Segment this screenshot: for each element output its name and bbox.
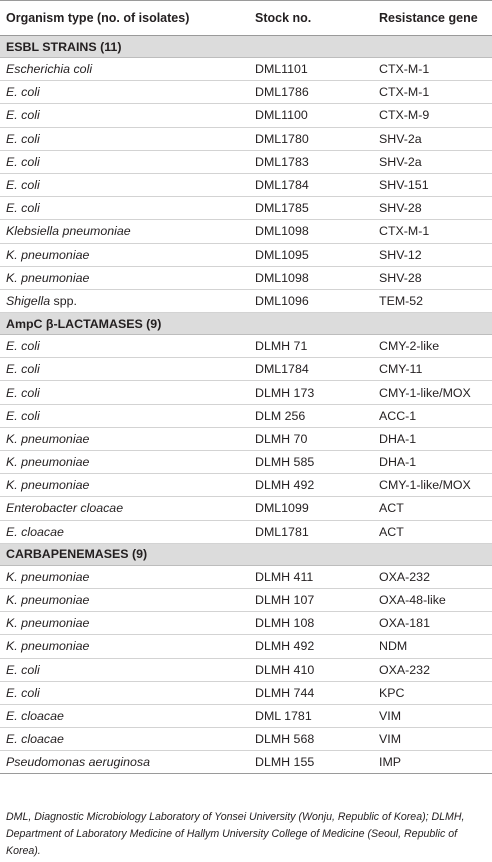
organism-name: E. coli — [6, 685, 40, 700]
stock-cell: DML1096 — [255, 293, 309, 308]
header-gene: Resistance gene — [379, 11, 478, 25]
organism-name: E. coli — [6, 178, 40, 193]
organism-cell — [0, 339, 255, 353]
table-header — [0, 0, 492, 36]
stock-cell: DML 1781 — [255, 708, 312, 723]
table-row — [0, 751, 492, 774]
organism-name: E. coli — [6, 408, 40, 423]
stock-cell: DLMH 410 — [255, 662, 315, 677]
organism-cell — [0, 663, 255, 677]
gene-cell: SHV-28 — [379, 201, 422, 216]
organism-cell — [0, 132, 255, 146]
table-row — [0, 474, 492, 497]
gene-cell: VIM — [379, 708, 402, 723]
organism-name: E. coli — [6, 201, 40, 216]
gene-cell: SHV-28 — [379, 270, 422, 285]
gene-cell: OXA-232 — [379, 569, 430, 584]
organism-cell — [0, 62, 255, 76]
table-row — [0, 220, 492, 243]
table-row — [0, 451, 492, 474]
table-row — [0, 705, 492, 728]
stock-cell: DLMH 568 — [255, 732, 315, 747]
organism-name: K. pneumoniae — [6, 431, 90, 446]
table-row — [0, 58, 492, 81]
gene-cell: ACT — [379, 524, 404, 539]
organism-name: E. coli — [6, 108, 40, 123]
organism-cell — [0, 224, 255, 238]
organism-name: E. coli — [6, 662, 40, 677]
organism-name: Escherichia coli — [6, 62, 93, 77]
organism-cell — [0, 178, 255, 192]
table-row — [0, 335, 492, 358]
gene-cell: IMP — [379, 755, 402, 770]
stock-cell: DML1100 — [255, 108, 308, 123]
organism-name: E. coli — [6, 339, 40, 354]
table-row — [0, 659, 492, 682]
gene-cell: ACT — [379, 501, 404, 516]
stock-cell: DLMH 107 — [255, 593, 315, 608]
organism-name: E. coli — [6, 154, 40, 169]
organism-name: E. coli — [6, 85, 40, 100]
gene-cell: ACC-1 — [379, 408, 417, 423]
organism-name: K. pneumoniae — [6, 616, 90, 631]
organism-name: Shigella — [6, 293, 51, 308]
gene-cell: CTX-M-1 — [379, 224, 430, 239]
header-organism: Organism type (no. of isolates) — [6, 11, 190, 25]
stock-cell: DML1783 — [255, 154, 309, 169]
table-body — [0, 36, 492, 774]
organism-cell — [0, 248, 255, 262]
stock-cell: DML1784 — [255, 362, 309, 377]
organism-cell — [0, 155, 255, 169]
organism-name: E. coli — [6, 131, 40, 146]
gene-cell: SHV-2a — [379, 131, 422, 146]
organism-name: E. cloacae — [6, 708, 64, 723]
table-footnote: DML, Diagnostic Microbiology Laboratory of Yonsei University (Wonju, Republic of Korea); DLMH, Department of Laboratory Medicine of Hallym University College of Medicine (Seoul, Republic of Korea). — [6, 811, 465, 857]
organism-cell — [0, 455, 255, 469]
organism-cell — [0, 755, 255, 769]
section-header: AmpC β-LACTAMASES (9) — [0, 313, 492, 335]
stock-cell: DML1098 — [255, 270, 309, 285]
stock-cell: DML1101 — [255, 62, 308, 77]
stock-cell: DLMH 492 — [255, 639, 315, 654]
gene-cell: CMY-1-like/MOX — [379, 385, 471, 400]
table-row — [0, 244, 492, 267]
organism-cell — [0, 525, 255, 539]
table-row — [0, 682, 492, 705]
stock-cell: DML1784 — [255, 178, 309, 193]
organism-name: Enterobacter cloacae — [6, 501, 124, 516]
table-row — [0, 566, 492, 589]
gene-cell: OXA-48-like — [379, 593, 446, 608]
organism-cell — [0, 709, 255, 723]
organism-cell — [0, 108, 255, 122]
stock-cell: DLMH 744 — [255, 685, 315, 700]
organism-cell — [0, 570, 255, 584]
organism-cell — [0, 639, 255, 653]
gene-cell: KPC — [379, 685, 405, 700]
organism-name: E. coli — [6, 362, 40, 377]
organism-name: Klebsiella pneumoniae — [6, 224, 131, 239]
stock-cell: DLMH 173 — [255, 385, 315, 400]
table-row — [0, 405, 492, 428]
stock-cell: DLM 256 — [255, 408, 306, 423]
stock-cell: DML1095 — [255, 247, 309, 262]
table-row — [0, 81, 492, 104]
table-row — [0, 151, 492, 174]
organism-name: K. pneumoniae — [6, 270, 90, 285]
table-row — [0, 267, 492, 290]
gene-cell: SHV-151 — [379, 178, 429, 193]
gene-cell: OXA-232 — [379, 662, 430, 677]
organism-cell — [0, 362, 255, 376]
gene-cell: CTX-M-9 — [379, 108, 430, 123]
gene-cell: DHA-1 — [379, 455, 417, 470]
stock-cell: DLMH 585 — [255, 455, 315, 470]
stock-cell: DLMH 411 — [255, 569, 314, 584]
gene-cell: SHV-2a — [379, 154, 422, 169]
organism-cell — [0, 386, 255, 400]
organism-cell — [0, 432, 255, 446]
organism-name: K. pneumoniae — [6, 639, 90, 654]
stock-cell: DML1099 — [255, 501, 309, 516]
organism-name: K. pneumoniae — [6, 569, 90, 584]
gene-cell: CTX-M-1 — [379, 62, 430, 77]
table-row — [0, 104, 492, 127]
table-row — [0, 174, 492, 197]
gene-cell: CTX-M-1 — [379, 85, 430, 100]
organism-cell — [0, 732, 255, 746]
table-row — [0, 381, 492, 404]
table-row — [0, 612, 492, 635]
table-row — [0, 290, 492, 313]
table-row — [0, 589, 492, 612]
organism-cell — [0, 294, 255, 308]
organism-name: K. pneumoniae — [6, 478, 90, 493]
table-row — [0, 197, 492, 220]
organism-name: K. pneumoniae — [6, 247, 90, 262]
gene-cell: CMY-2-like — [379, 339, 440, 354]
gene-cell: NDM — [379, 639, 408, 654]
organism-cell — [0, 593, 255, 607]
gene-cell: DHA-1 — [379, 431, 417, 446]
stock-cell: DML1098 — [255, 224, 309, 239]
gene-cell: OXA-181 — [379, 616, 430, 631]
stock-cell: DLMH 70 — [255, 431, 308, 446]
table-row — [0, 635, 492, 658]
organism-cell — [0, 501, 255, 515]
stock-cell: DLMH 492 — [255, 478, 315, 493]
organism-cell — [0, 201, 255, 215]
stock-cell: DML1780 — [255, 131, 309, 146]
section-header: CARBAPENEMASES (9) — [0, 544, 492, 566]
organism-cell — [0, 616, 255, 630]
organism-name: E. cloacae — [6, 524, 64, 539]
organism-cell — [0, 409, 255, 423]
organism-cell — [0, 686, 255, 700]
stock-cell: DLMH 108 — [255, 616, 315, 631]
organism-cell — [0, 478, 255, 492]
organism-cell — [0, 85, 255, 99]
organism-name: E. coli — [6, 385, 40, 400]
header-stock: Stock no. — [255, 11, 312, 25]
stock-cell: DML1785 — [255, 201, 309, 216]
organism-suffix: spp. — [50, 293, 77, 308]
organism-name: K. pneumoniae — [6, 455, 90, 470]
table-row — [0, 428, 492, 451]
gene-cell: CMY-11 — [379, 362, 423, 377]
table-row — [0, 128, 492, 151]
table-row — [0, 497, 492, 520]
table-row — [0, 728, 492, 751]
organism-cell — [0, 271, 255, 285]
organism-name: E. cloacae — [6, 732, 64, 747]
stock-cell: DML1786 — [255, 85, 309, 100]
gene-cell: CMY-1-like/MOX — [379, 478, 471, 493]
table-row — [0, 358, 492, 381]
stock-cell: DLMH 71 — [255, 339, 308, 354]
organism-name: K. pneumoniae — [6, 593, 90, 608]
gene-cell: SHV-12 — [379, 247, 422, 262]
section-header: ESBL STRAINS (11) — [0, 36, 492, 58]
stock-cell: DLMH 155 — [255, 755, 315, 770]
organism-name: Pseudomonas aeruginosa — [6, 755, 150, 770]
gene-cell: VIM — [379, 732, 402, 747]
table-row — [0, 521, 492, 544]
stock-cell: DML1781 — [255, 524, 309, 539]
gene-cell: TEM-52 — [379, 293, 424, 308]
